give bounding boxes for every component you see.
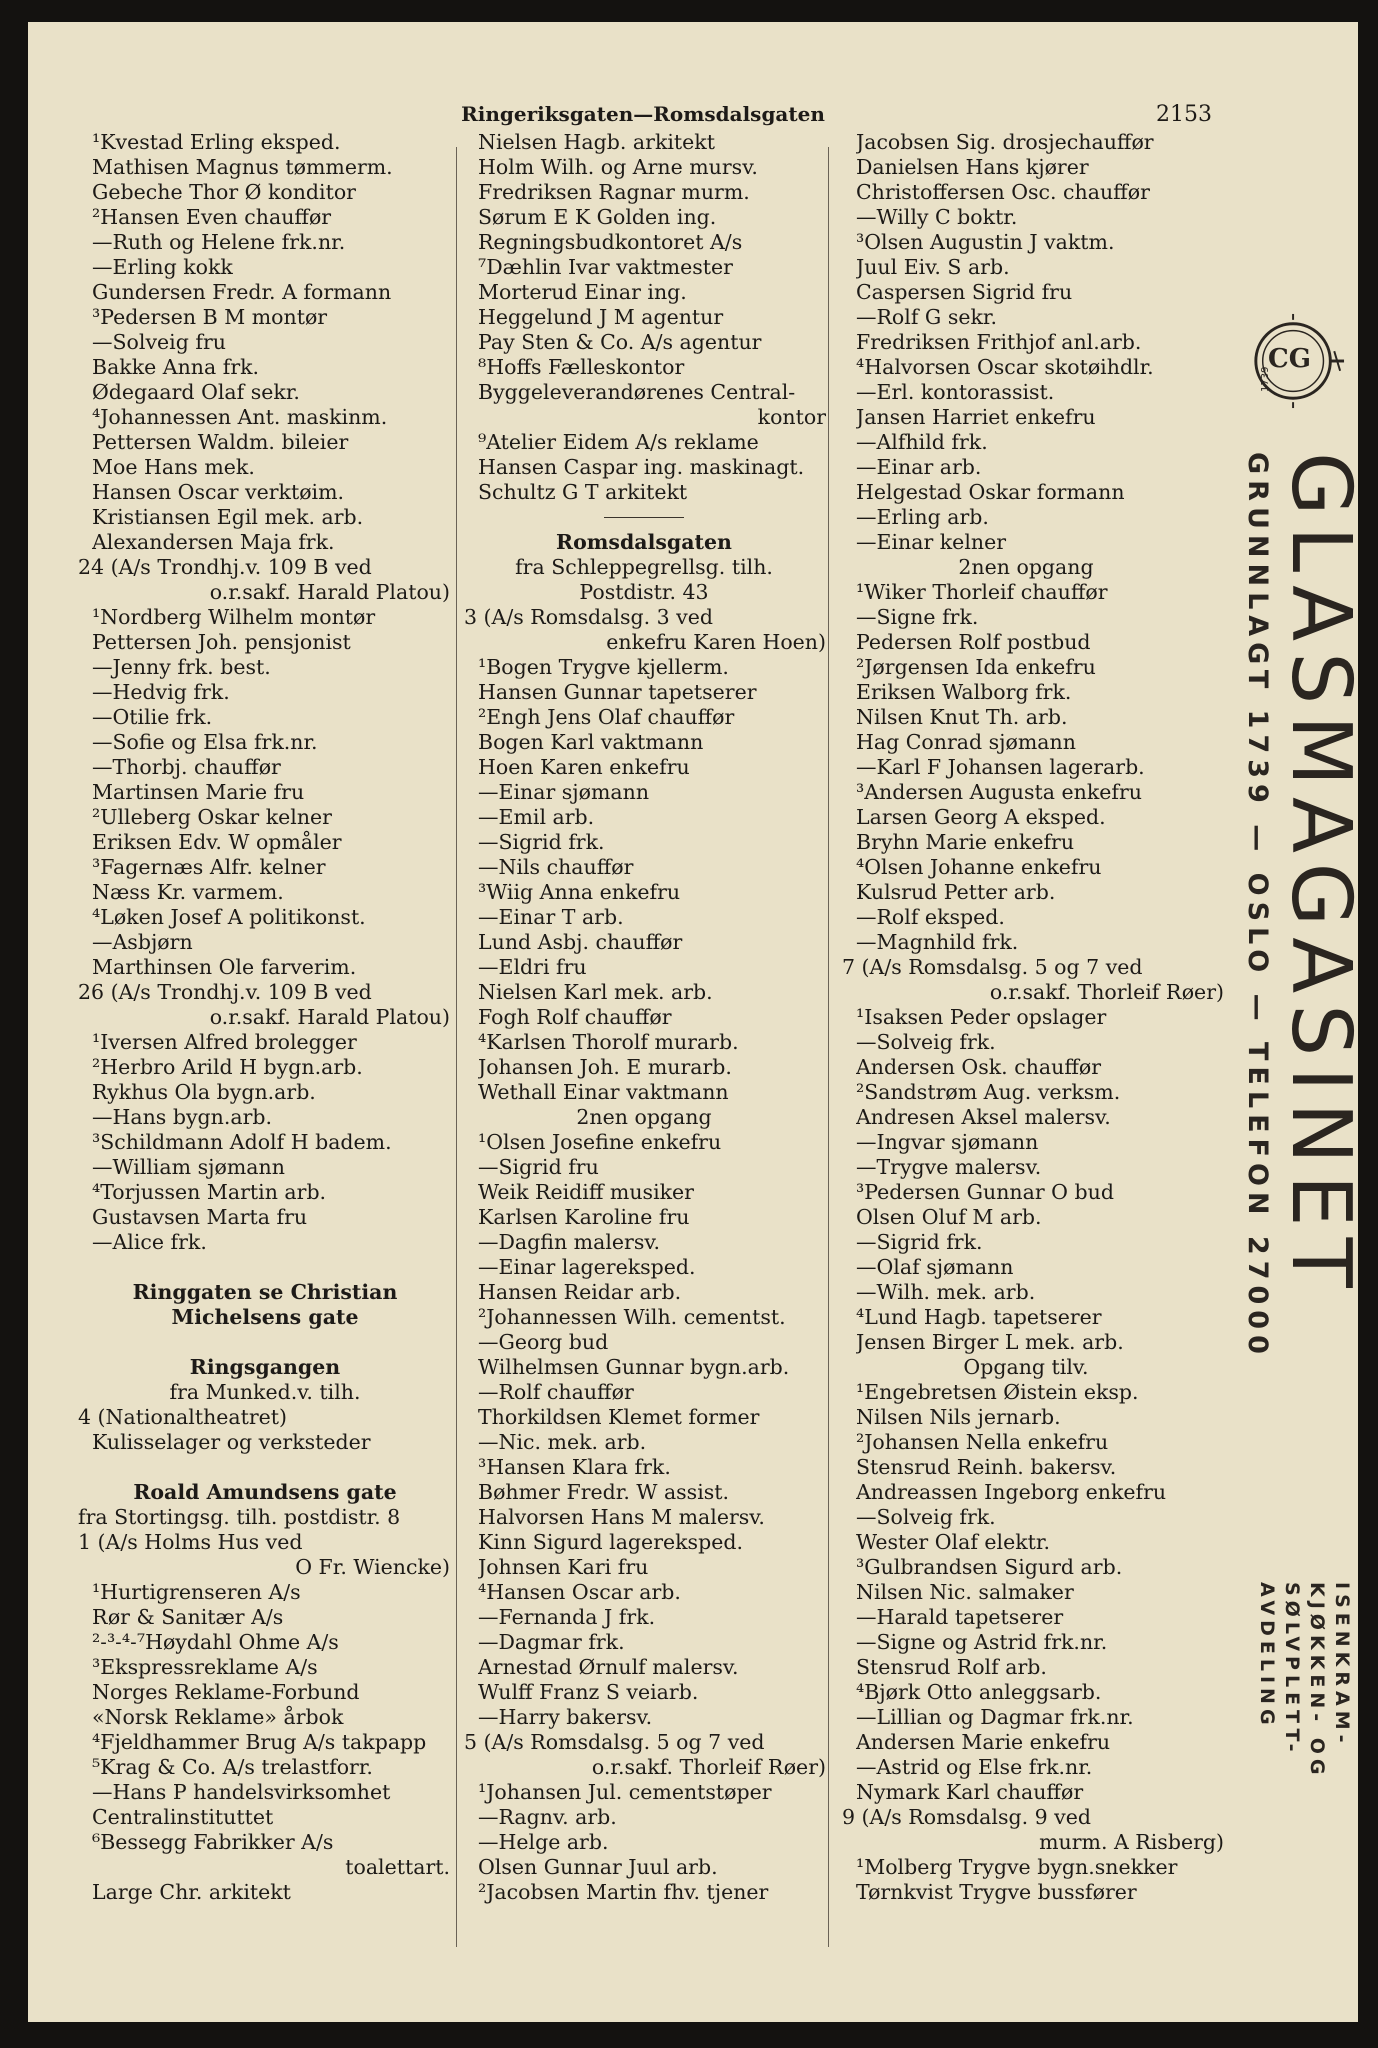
street-heading: Ringsgangen: [189, 1355, 341, 1379]
resident-entry: ³Pedersen B M montør: [92, 305, 328, 329]
street-heading: Roald Amundsens gate: [133, 1480, 397, 1504]
resident-entry: ³Fagernæs Alfr. kelner: [92, 855, 326, 879]
resident-entry: Gebeche Thor Ø konditor: [92, 180, 356, 204]
resident-entry: ³Andersen Augusta enkefru: [856, 780, 1142, 804]
resident-entry: Eriksen Edv. W opmåler: [92, 830, 342, 854]
resident-entry: Hansen Oscar verktøim.: [92, 480, 345, 504]
resident-entry: Byggeleverandørenes Central-: [478, 380, 796, 404]
resident-entry: Stensrud Reinh. bakersv.: [856, 1455, 1117, 1479]
resident-entry: Andresen Aksel malersv.: [856, 1105, 1111, 1129]
brand-tagline: GRUNNLAGT 1739 — OSLO — TELEFON 27000: [1242, 452, 1273, 1360]
resident-entry: —Erl. kontorassist.: [856, 380, 1055, 404]
resident-entry: Christoffersen Osc. chauffør: [856, 180, 1150, 204]
resident-entry: —Solveig frk.: [856, 1505, 996, 1529]
resident-entry: ¹Johansen Jul. cementstøper: [478, 1780, 772, 1804]
brand-name: GLASMAGASINET: [1273, 452, 1368, 1299]
resident-entry: ¹Iversen Alfred brolegger: [92, 1030, 357, 1054]
resident-entry: —Hans P handelsvirksomhet: [92, 1780, 391, 1804]
resident-entry: ⁵Krag & Co. A/s trelastforr.: [92, 1755, 373, 1779]
resident-entry: Gundersen Fredr. A formann: [92, 280, 392, 304]
resident-entry: ¹Bogen Trygve kjellerm.: [478, 655, 729, 679]
resident-entry: —Harald tapetserer: [856, 1605, 1064, 1629]
resident-entry: Fredriksen Frithjof anl.arb.: [856, 330, 1142, 354]
resident-entry: Centralinstituttet: [92, 1805, 274, 1829]
resident-entry: —Sigrid frk.: [478, 830, 605, 854]
resident-entry: Nilsen Nils jernarb.: [856, 1405, 1061, 1429]
resident-entry: ⁴Olsen Johanne enkefru: [856, 855, 1102, 879]
address-number-line: 7 (A/s Romsdalsg. 5 og 7 ved: [842, 955, 1143, 979]
address-number-line: fra Stortingsg. tilh. postdistr. 8: [78, 1505, 401, 1529]
resident-entry: Rykhus Ola bygn.arb.: [92, 1080, 316, 1104]
resident-entry: Halvorsen Hans M malersv.: [478, 1505, 765, 1529]
resident-entry: Johnsen Kari fru: [478, 1555, 649, 1579]
section-subheading: Postdistr. 43: [579, 580, 709, 604]
resident-entry: —Solveig frk.: [856, 1030, 996, 1054]
resident-entry: Eriksen Walborg frk.: [856, 680, 1072, 704]
resident-entry: —Jenny frk. best.: [92, 655, 271, 679]
resident-entry: —Ragnv. arb.: [478, 1805, 617, 1829]
resident-entry: Karlsen Karoline fru: [478, 1205, 690, 1229]
resident-entry: Alexandersen Maja frk.: [92, 530, 335, 554]
address-number-line: 1 (A/s Holms Hus ved: [78, 1530, 303, 1554]
resident-entry: ⁴Løken Josef A politikonst.: [92, 905, 366, 929]
resident-entry: Ødegaard Olaf sekr.: [92, 380, 300, 404]
resident-entry: —Einar arb.: [856, 455, 982, 479]
resident-entry: —Lillian og Dagmar frk.nr.: [856, 1705, 1134, 1729]
owner-continuation-line: kontor: [757, 405, 826, 429]
page-header-title: Ringeriksgaten—Romsdalsgaten: [461, 102, 825, 126]
resident-entry: —Dagfin malersv.: [478, 1230, 661, 1254]
resident-entry: Bryhn Marie enkefru: [856, 830, 1075, 854]
resident-entry: ²Johannessen Wilh. cementst.: [478, 1305, 786, 1329]
logo-year: 1739: [1260, 366, 1271, 392]
resident-entry: —Rolf chauffør: [478, 1380, 634, 1404]
resident-entry: ²Hansen Even chauffør: [92, 205, 332, 229]
resident-entry: ¹Olsen Josefine enkefru: [478, 1130, 722, 1154]
resident-entry: Juul Eiv. S arb.: [856, 255, 1010, 279]
resident-entry: Olsen Oluf M arb.: [856, 1205, 1042, 1229]
resident-entry: —Asbjørn: [92, 930, 193, 954]
resident-entry: —Sigrid frk.: [856, 1230, 983, 1254]
owner-continuation-line: enkefru Karen Hoen): [606, 630, 826, 654]
resident-entry: Andersen Osk. chauffør: [856, 1055, 1102, 1079]
resident-entry: —Alice frk.: [92, 1230, 207, 1254]
resident-entry: ¹Kvestad Erling eksped.: [92, 130, 341, 154]
directory-page: [28, 22, 1368, 2022]
resident-entry: Kinn Sigurd lagereksped.: [478, 1530, 743, 1554]
resident-entry: —Sigrid fru: [478, 1155, 599, 1179]
resident-entry: Næss Kr. varmem.: [92, 880, 284, 904]
resident-entry: ³Ekspressreklame A/s: [92, 1655, 318, 1679]
resident-entry: Wethall Einar vaktmann: [478, 1080, 729, 1104]
section-subheading: Opgang tilv.: [963, 1355, 1089, 1379]
resident-entry: Hansen Caspar ing. maskinagt.: [478, 455, 805, 479]
resident-entry: Sørum E K Golden ing.: [478, 205, 717, 229]
owner-continuation-line: o.r.sakf. Thorleif Røer): [989, 980, 1224, 1004]
resident-entry: Johansen Joh. E murarb.: [478, 1055, 732, 1079]
section-subheading: 2nen opgang: [576, 1105, 712, 1129]
resident-entry: —Ingvar sjømann: [856, 1130, 1039, 1154]
resident-entry: Nilsen Knut Th. arb.: [856, 705, 1068, 729]
resident-entry: ³Olsen Augustin J vaktm.: [856, 230, 1115, 254]
resident-entry: Wester Olaf elektr.: [856, 1530, 1050, 1554]
resident-entry: —Hedvig frk.: [92, 680, 230, 704]
resident-entry: —Erling kokk: [92, 255, 233, 279]
owner-continuation-line: o.r.sakf. Harald Platou): [209, 580, 450, 604]
owner-continuation-line: o.r.sakf. Harald Platou): [209, 1005, 450, 1029]
resident-entry: Helgestad Oskar formann: [856, 480, 1125, 504]
resident-entry: ¹Engebretsen Øistein eksp.: [856, 1380, 1139, 1404]
resident-entry: —Eldri fru: [478, 955, 587, 979]
resident-entry: —Signe og Astrid frk.nr.: [856, 1630, 1108, 1654]
resident-entry: ²Ulleberg Oskar kelner: [92, 805, 332, 829]
resident-entry: ²Engh Jens Olaf chauffør: [478, 705, 735, 729]
resident-entry: ¹Isaksen Peder opslager: [856, 1005, 1107, 1029]
resident-entry: ⁴Fjeldhammer Brug A/s takpapp: [92, 1730, 427, 1754]
resident-entry: —Wilh. mek. arb.: [856, 1280, 1036, 1304]
owner-continuation-line: O Fr. Wiencke): [295, 1555, 450, 1579]
page-number: 2153: [1156, 102, 1212, 127]
resident-entry: —Astrid og Else frk.nr.: [856, 1755, 1093, 1779]
resident-entry: ³Pedersen Gunnar O bud: [856, 1180, 1114, 1204]
resident-entry: Large Chr. arkitekt: [92, 1880, 291, 1904]
street-heading: Ringgaten se Christian: [132, 1280, 398, 1304]
owner-continuation-line: murm. A Risberg): [1039, 1830, 1224, 1854]
resident-entry: ³Schildmann Adolf H badem.: [92, 1130, 392, 1154]
resident-entry: Andreassen Ingeborg enkefru: [856, 1480, 1167, 1504]
resident-entry: —Erling arb.: [856, 505, 989, 529]
resident-entry: Fogh Rolf chauffør: [478, 1005, 672, 1029]
department-line-1: ISENKRAM-: [1331, 1582, 1353, 1748]
resident-entry: Holm Wilh. og Arne mursv.: [478, 155, 758, 179]
resident-entry: Bøhmer Fredr. W assist.: [478, 1480, 730, 1504]
resident-entry: Olsen Gunnar Juul arb.: [478, 1855, 718, 1879]
resident-entry: —Nils chauffør: [478, 855, 634, 879]
resident-entry: ⁴Torjussen Martin arb.: [92, 1180, 327, 1204]
resident-entry: Kulisselager og verksteder: [92, 1430, 371, 1454]
logo-letters: CG: [1268, 344, 1311, 374]
resident-entry: ²Jørgensen Ida enkefru: [856, 655, 1096, 679]
resident-entry: —Einar T arb.: [478, 905, 624, 929]
resident-entry: ⁴Bjørk Otto anleggsarb.: [856, 1680, 1102, 1704]
resident-entry: —Alfhild frk.: [856, 430, 988, 454]
resident-entry: —Einar lagereksped.: [478, 1255, 696, 1279]
resident-entry: ³Gulbrandsen Sigurd arb.: [856, 1555, 1123, 1579]
resident-entry: —Georg bud: [478, 1330, 609, 1354]
resident-entry: —Trygve malersv.: [856, 1155, 1042, 1179]
resident-entry: —Harry bakersv.: [478, 1705, 653, 1729]
resident-entry: —Hans bygn.arb.: [92, 1105, 273, 1129]
resident-entry: ⁸Hoffs Fælleskontor: [478, 355, 685, 379]
section-subheading: fra Munked.v. tilh.: [169, 1380, 361, 1404]
resident-entry: —Karl F Johansen lagerarb.: [856, 755, 1145, 779]
resident-entry: —Willy C boktr.: [856, 205, 1018, 229]
resident-entry: Heggelund J M agentur: [478, 305, 724, 329]
resident-entry: —Einar kelner: [856, 530, 1007, 554]
resident-entry: Thorkildsen Klemet former: [478, 1405, 760, 1429]
resident-entry: ¹Wiker Thorleif chauffør: [856, 580, 1108, 604]
resident-entry: Andersen Marie enkefru: [856, 1730, 1111, 1754]
street-heading: Romsdalsgaten: [556, 530, 732, 554]
resident-entry: Morterud Einar ing.: [478, 280, 687, 304]
address-number-line: 3 (A/s Romsdalsg. 3 ved: [464, 605, 714, 629]
resident-entry: «Norsk Reklame» årbok: [92, 1705, 344, 1729]
resident-entry: —Helge arb.: [478, 1830, 609, 1854]
resident-entry: Kristiansen Egil mek. arb.: [92, 505, 364, 529]
resident-entry: Regningsbudkontoret A/s: [478, 230, 743, 254]
address-number-line: 26 (A/s Trondhj.v. 109 B ved: [78, 980, 372, 1004]
department-line-4: AVDELING: [1256, 1582, 1278, 1730]
resident-entry: Wulff Franz S veiarb.: [478, 1680, 699, 1704]
address-number-line: 9 (A/s Romsdalsg. 9 ved: [842, 1805, 1092, 1829]
department-line-3: SØLVPLETT-: [1281, 1582, 1303, 1757]
resident-entry: Hansen Gunnar tapetserer: [478, 680, 757, 704]
owner-continuation-line: toalettart.: [345, 1855, 450, 1879]
resident-entry: Nielsen Karl mek. arb.: [478, 980, 713, 1004]
street-heading: Michelsens gate: [171, 1305, 359, 1329]
address-number-line: 5 (A/s Romsdalsg. 5 og 7 ved: [464, 1730, 765, 1754]
section-subheading: fra Schleppegrellsg. tilh.: [515, 555, 773, 579]
resident-entry: —Rolf G sekr.: [856, 305, 997, 329]
resident-entry: Moe Hans mek.: [92, 455, 255, 479]
resident-entry: —Signe frk.: [856, 605, 979, 629]
address-number-line: 4 (Nationaltheatret): [78, 1405, 288, 1429]
resident-entry: —William sjømann: [92, 1155, 285, 1179]
resident-entry: Nymark Karl chauffør: [856, 1780, 1084, 1804]
resident-entry: —Fernanda J frk.: [478, 1605, 656, 1629]
resident-entry: Fredriksen Ragnar murm.: [478, 180, 750, 204]
resident-entry: —Solveig fru: [92, 330, 226, 354]
resident-entry: Kulsrud Petter arb.: [856, 880, 1056, 904]
resident-entry: ⁴Lund Hagb. tapetserer: [856, 1305, 1102, 1329]
resident-entry: Wilhelmsen Gunnar bygn.arb.: [478, 1355, 790, 1379]
column-divider-2: [828, 147, 829, 1947]
resident-entry: ²Johansen Nella enkefru: [856, 1430, 1109, 1454]
resident-entry: —Einar sjømann: [478, 780, 650, 804]
resident-entry: Rør & Sanitær A/s: [92, 1605, 284, 1629]
resident-entry: Hoen Karen enkefru: [478, 755, 690, 779]
resident-entry: —Rolf eksped.: [856, 905, 1005, 929]
resident-entry: Arnestad Ørnulf malersv.: [478, 1655, 739, 1679]
resident-entry: Caspersen Sigrid fru: [856, 280, 1073, 304]
resident-entry: —Nic. mek. arb.: [478, 1430, 647, 1454]
resident-entry: Mathisen Magnus tømmerm.: [92, 155, 393, 179]
resident-entry: Lund Asbj. chauffør: [478, 930, 683, 954]
resident-entry: Jansen Harriet enkefru: [856, 405, 1096, 429]
resident-entry: ¹Nordberg Wilhelm montør: [92, 605, 376, 629]
resident-entry: —Emil arb.: [478, 805, 595, 829]
resident-entry: Stensrud Rolf arb.: [856, 1655, 1047, 1679]
resident-entry: —Dagmar frk.: [478, 1630, 625, 1654]
resident-entry: Danielsen Hans kjører: [856, 155, 1089, 179]
column-divider-1: [456, 147, 457, 1947]
resident-entry: Marthinsen Ole farverim.: [92, 955, 357, 979]
resident-entry: Pedersen Rolf postbud: [856, 630, 1091, 654]
resident-entry: Pettersen Joh. pensjonist: [92, 630, 351, 654]
department-line-2: KJØKKEN- OG: [1306, 1582, 1328, 1780]
resident-entry: Hag Conrad sjømann: [856, 730, 1076, 754]
resident-entry: Gustavsen Marta fru: [92, 1205, 308, 1229]
resident-entry: Norges Reklame-Forbund: [92, 1680, 360, 1704]
resident-entry: Weik Reidiff musiker: [478, 1180, 694, 1204]
resident-entry: ¹Molberg Trygve bygn.snekker: [856, 1855, 1178, 1879]
resident-entry: ³Wiig Anna enkefru: [478, 880, 681, 904]
address-number-line: 24 (A/s Trondhj.v. 109 B ved: [78, 555, 372, 579]
resident-entry: Jacobsen Sig. drosjechauffør: [856, 130, 1154, 154]
resident-entry: ⁷Dæhlin Ivar vaktmester: [478, 255, 733, 279]
resident-entry: Nielsen Hagb. arkitekt: [478, 130, 715, 154]
resident-entry: —Sofie og Elsa frk.nr.: [92, 730, 318, 754]
resident-entry: Bogen Karl vaktmann: [478, 730, 704, 754]
resident-entry: Pay Sten & Co. A/s agentur: [478, 330, 762, 354]
resident-entry: ⁴Karlsen Thorolf murarb.: [478, 1030, 739, 1054]
resident-entry: ⁴Halvorsen Oscar skotøihdlr.: [856, 355, 1154, 379]
resident-entry: Martinsen Marie fru: [92, 780, 305, 804]
resident-entry: —Ruth og Helene frk.nr.: [92, 230, 346, 254]
resident-entry: ³Hansen Klara frk.: [478, 1455, 671, 1479]
resident-entry: Schultz G T arkitekt: [478, 480, 688, 504]
resident-entry: Hansen Reidar arb.: [478, 1280, 682, 1304]
resident-entry: Larsen Georg A eksped.: [856, 805, 1106, 829]
resident-entry: ²˗³˗⁴˗⁷Høydahl Ohme A/s: [92, 1630, 339, 1654]
resident-entry: ⁹Atelier Eidem A/s reklame: [478, 430, 759, 454]
resident-entry: ²Herbro Arild H bygn.arb.: [92, 1055, 363, 1079]
resident-entry: ⁴Johannessen Ant. maskinm.: [92, 405, 388, 429]
resident-entry: ²Sandstrøm Aug. verksm.: [856, 1080, 1121, 1104]
resident-entry: Nilsen Nic. salmaker: [856, 1580, 1074, 1604]
resident-entry: —Thorbj. chauffør: [92, 755, 281, 779]
section-divider-rule: [604, 517, 684, 518]
resident-entry: Jensen Birger L mek. arb.: [856, 1330, 1124, 1354]
resident-entry: —Magnhild frk.: [856, 930, 1019, 954]
resident-entry: Bakke Anna frk.: [92, 355, 260, 379]
resident-entry: Tørnkvist Trygve bussfører: [856, 1880, 1137, 1904]
resident-entry: Pettersen Waldm. bileier: [92, 430, 349, 454]
resident-entry: —Otilie frk.: [92, 705, 213, 729]
resident-entry: ⁴Hansen Oscar arb.: [478, 1580, 681, 1604]
resident-entry: ¹Hurtigrenseren A/s: [92, 1580, 301, 1604]
resident-entry: —Olaf sjømann: [856, 1255, 1014, 1279]
resident-entry: ²Jacobsen Martin fhv. tjener: [478, 1880, 769, 1904]
owner-continuation-line: o.r.sakf. Thorleif Røer): [591, 1755, 826, 1779]
resident-entry: ⁶Bessegg Fabrikker A/s: [92, 1830, 334, 1854]
section-subheading: 2nen opgang: [958, 555, 1094, 579]
